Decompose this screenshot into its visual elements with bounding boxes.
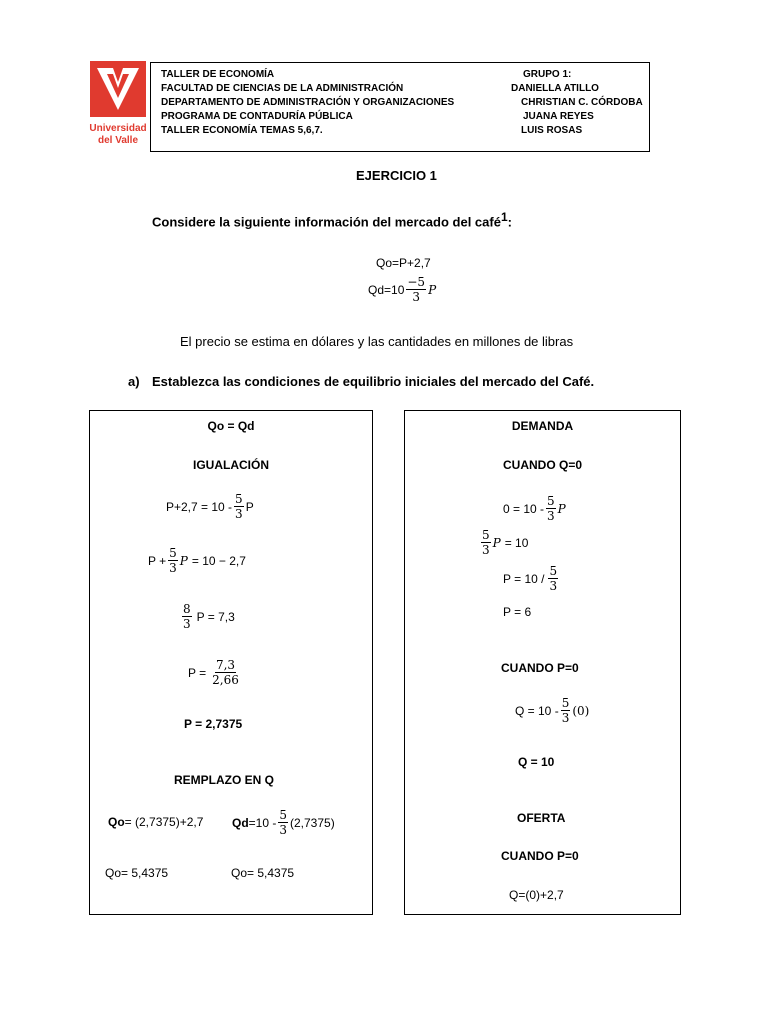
member-3: JUANA REYES	[523, 111, 594, 122]
remplazo-heading: REMPLAZO EN Q	[174, 773, 275, 787]
demand-step-2: $\frac{5}{3}$ P = 10	[482, 528, 529, 557]
qo-substitution: Qo = (2,7375)+2,7	[108, 815, 204, 829]
qo-result-right: Qo= 5,4375	[231, 866, 295, 880]
member-4: LUIS ROSAS	[521, 125, 583, 136]
logo-text-line1: Universidad	[89, 123, 147, 134]
qd-substitution: Qd =10 - $\frac{5}{3}$ (2,7375)	[232, 808, 335, 837]
demand-equation	[368, 276, 436, 303]
question-text: Establezca las condiciones de equilibrio iniciales del mercado del Café.	[152, 374, 595, 389]
q-result: Q = 10	[518, 755, 555, 769]
demand-step-3: P = 10 / $\frac{5}{3}$	[503, 564, 558, 593]
header-box	[150, 62, 650, 152]
oferta-heading: OFERTA	[517, 811, 566, 825]
universidad-del-valle-logo	[89, 60, 147, 152]
eq-title: Qo = Qd	[207, 419, 255, 433]
supply-step-1: Q=(0)+2,7	[509, 888, 564, 902]
equilibrium-panel	[89, 410, 373, 915]
step-3: $\frac{8}{3}$ P = 7,3	[183, 602, 235, 631]
intro-colon: :	[507, 214, 512, 230]
igualacion-heading: IGUALACIÓN	[193, 458, 269, 472]
logo-text-line2: del Valle	[97, 135, 139, 146]
exercise-title: EJERCICIO 1	[356, 168, 437, 183]
qo-result-left: Qo= 5,4375	[105, 866, 169, 880]
cuando-p0-heading: CUANDO P=0	[501, 661, 579, 675]
demand-step-4: P = 6	[503, 605, 532, 619]
intro-sentence: Considere la siguiente información del mercado del café	[152, 214, 501, 230]
member-2: CHRISTIAN C. CÓRDOBA	[521, 97, 643, 108]
demand-fraction: $\frac{-5}{3}$	[407, 275, 426, 304]
price-result: P = 2,7375	[184, 717, 243, 731]
units-note: El precio se estima en dólares y las cantidades en millones de libras	[180, 334, 574, 349]
supply-equation: Qo=P+2,7	[376, 256, 431, 270]
demand-prefix: Qd=10	[368, 282, 405, 297]
header-line-3: DEPARTAMENTO DE ADMINISTRACIÓN Y ORGANIZACIONES	[161, 97, 455, 108]
step-4: P = $\frac{7,3}{2,66}$	[188, 658, 239, 687]
step-2: P + $\frac{5}{3}$ P = 10 − 2,7	[148, 546, 246, 575]
demand-step-1: 0 = 10 - $\frac{5}{3}$ P	[503, 494, 566, 523]
member-1: DANIELLA ATILLO	[511, 83, 599, 94]
cuando-p0-supply-heading: CUANDO P=0	[501, 849, 579, 863]
header-line-4: PROGRAMA DE CONTADURÍA PÚBLICA	[161, 111, 353, 122]
demand-supply-panel	[404, 410, 681, 915]
demand-var: P	[428, 282, 437, 297]
group-label: GRUPO 1:	[523, 69, 572, 80]
step-1: P+2,7 = 10 - $\frac{5}{3}$ P	[166, 492, 254, 521]
intro-text	[152, 210, 512, 229]
cuando-q0-heading: CUANDO Q=0	[502, 458, 582, 472]
question-label: a)	[128, 374, 140, 389]
header-line-1: TALLER DE ECONOMÍA	[161, 69, 275, 80]
footnote-mark: 1	[500, 210, 508, 224]
demanda-heading: DEMANDA	[511, 419, 574, 433]
header-line-5: TALLER ECONOMÍA TEMAS 5,6,7.	[161, 125, 323, 136]
header-line-2: FACULTAD DE CIENCIAS DE LA ADMINISTRACIÓN	[161, 83, 404, 94]
demand-step-5: Q = 10 - $\frac{5}{3}$ (0)	[515, 696, 590, 725]
